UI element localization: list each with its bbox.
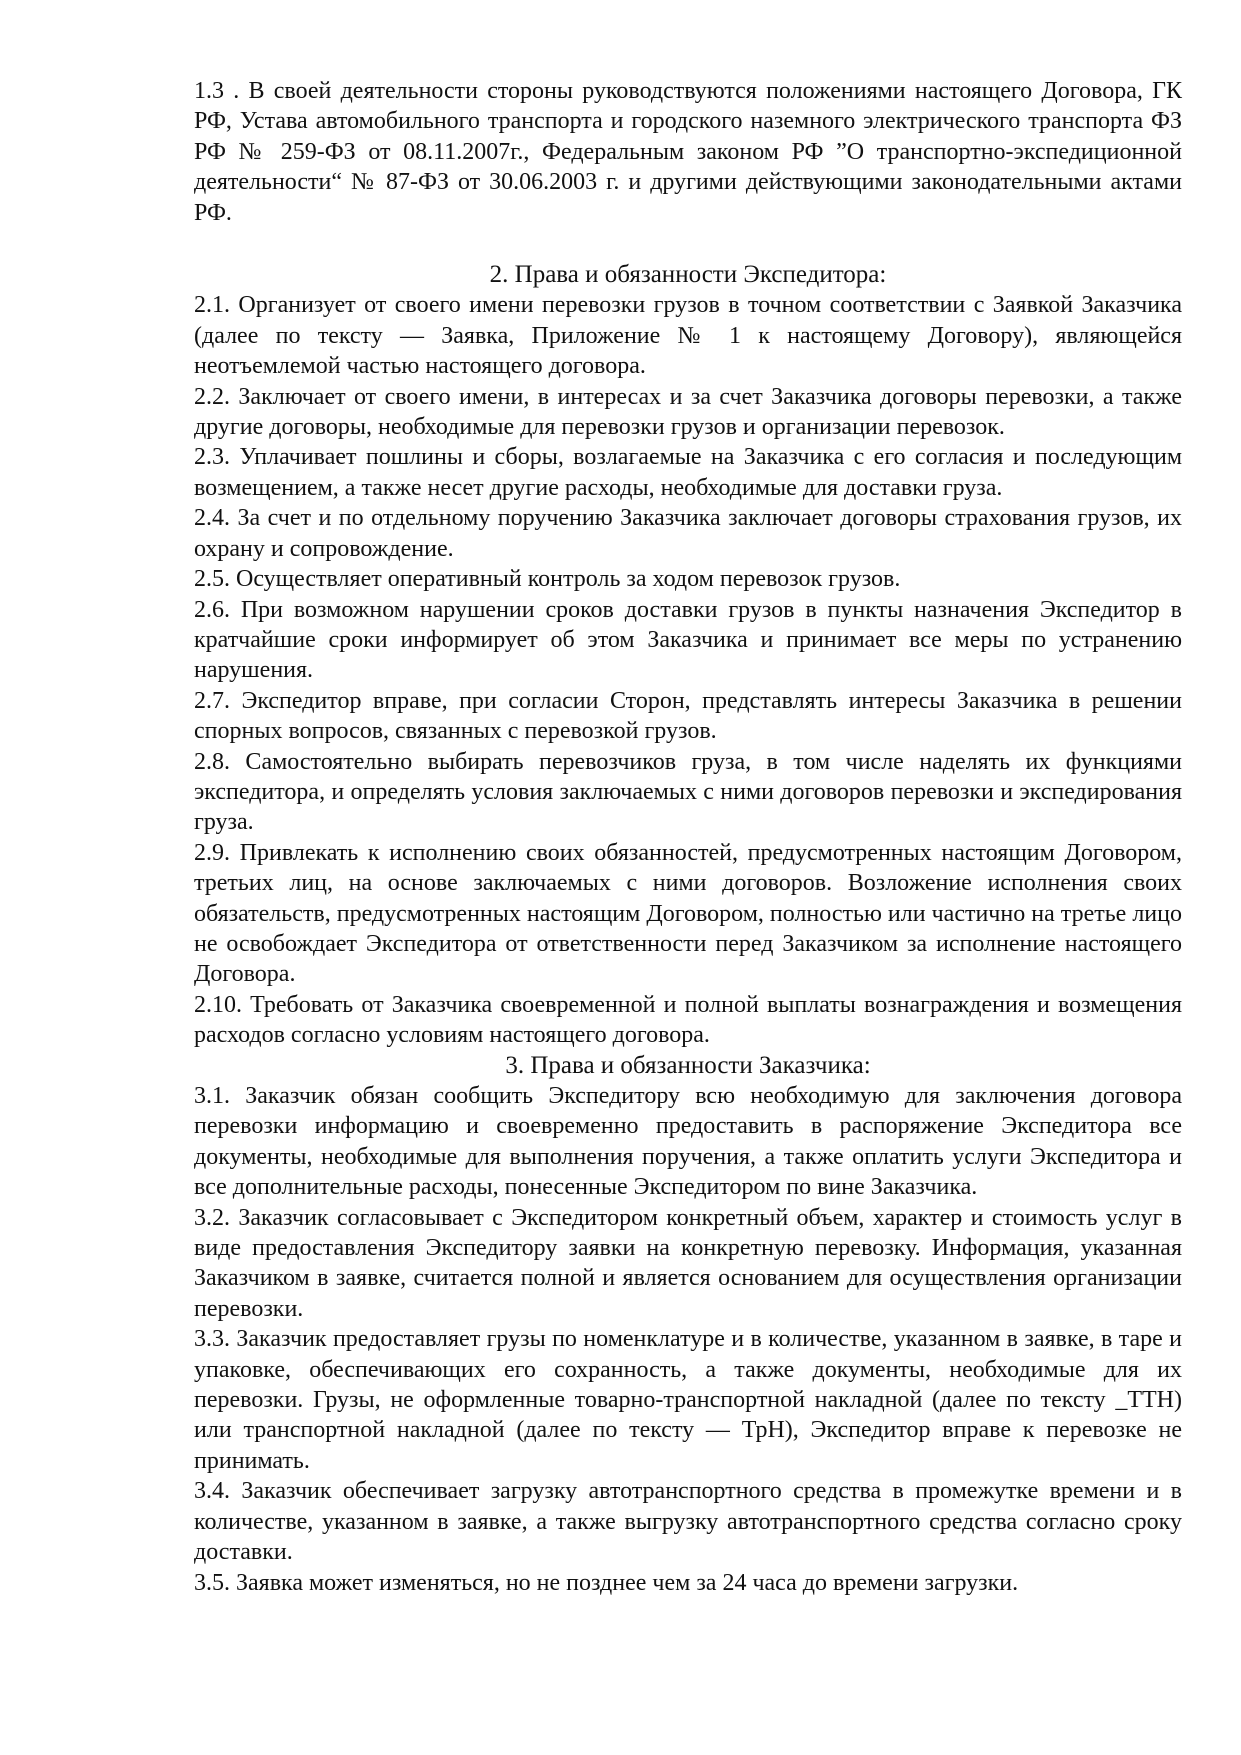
- clause-2-2: 2.2. Заключает от своего имени, в интересах и за счет Заказчика договоры перевозки, а также другие договоры, необходимые для перевозки грузов и организации перевозок.: [194, 383, 1182, 441]
- clause-2-6: 2.6. При возможном нарушении сроков доставки грузов в пункты назначения Экспедитор в кратчайшие сроки информирует об этом Заказчика и принимает все меры по устранению нарушения.: [194, 596, 1182, 684]
- clause-2-5: 2.5. Осуществляет оперативный контроль за ходом перевозок грузов.: [194, 566, 901, 593]
- clause-3-3: 3.3. Заказчик предоставляет грузы по номенклатуре и в количестве, указанном в заявке, в таре и упаковке, обеспечивающих его сохранность, а также документы, необходимые для их перевозки. Грузы, не оформленные товарно-транспортной накладной (далее по тексту _ТТН) или транспортной накладной (далее по тексту — ТрН), Экспедитор вправе к перевозке не принимать.: [194, 1326, 1182, 1474]
- clause-2-8: 2.8. Самостоятельно выбирать перевозчиков груза, в том числе наделять их функциями экспедитора, и определять условия заключаемых с ними договоров перевозки и экспедирования груза.: [194, 748, 1182, 836]
- document-page: [194, 76, 1182, 1598]
- clause-2-7: 2.7. Экспедитор вправе, при согласии Сторон, представлять интересы Заказчика в решении спорных вопросов, связанных с перевозкой грузов.: [194, 687, 1182, 745]
- clause-3-5: 3.5. Заявка может изменяться, но не позднее чем за 24 часа до времени загрузки.: [194, 1569, 1019, 1596]
- clause-1-3: 1.3 . В своей деятельности стороны руководствуются положениями настоящего Договора, ГК РФ, Устава автомобильного транспорта и городского наземного электрического транспорта ФЗ РФ № 259-ФЗ от 08.11.2007г., Федеральным законом РФ ”О транспортно-экспедиционной деятельности“ № 87-ФЗ от 30.06.2003 г. и другими действующими законодательными актами РФ.: [194, 78, 1182, 226]
- clause-3-1: 3.1. Заказчик обязан сообщить Экспедитору всю необходимую для заключения договора перевозки информацию и своевременно предоставить в распоряжение Экспедитора все документы, необходимые для выполнения поручения, а также оплатить услуги Экспедитора и все дополнительные расходы, понесенные Экспедитором по вине Заказчика.: [194, 1083, 1182, 1201]
- clause-2-4: 2.4. За счет и по отдельному поручению Заказчика заключает договоры страхования грузов, их охрану и сопровождение.: [194, 505, 1182, 562]
- clause-2-3: 2.3. Уплачивает пошлины и сборы, возлагаемые на Заказчика с его согласия и последующим возмещением, а также несет другие расходы, необходимые для доставки груза.: [194, 444, 1182, 501]
- clause-2-1: 2.1. Организует от своего имени перевозки грузов в точном соответствии с Заявкой Заказчика (далее по тексту — Заявка, Приложение № 1 к настоящему Договору), являющейся неотъемлемой частью настоящего договора.: [194, 292, 1182, 380]
- clause-2-9: 2.9. Привлекать к исполнению своих обязанностей, предусмотренных настоящим Договором, третьих лиц, на основе заключаемых с ними договоров. Возложение исполнения своих обязательств, предусмотренных настоящим Договором, полностью или частично на третье лицо не освобождает Экспедитора от ответственности перед Заказчиком за исполнение настоящего Договора.: [194, 839, 1182, 988]
- clause-3-2: 3.2. Заказчик согласовывает с Экспедитором конкретный объем, характер и стоимость услуг в виде предоставления Экспедитору заявки на конкретную перевозку. Информация, указанная Заказчиком в заявке, считается полной и является основанием для осуществления организации перевозки.: [194, 1204, 1182, 1322]
- clause-3-4: 3.4. Заказчик обеспечивает загрузку автотранспортного средства в промежутке времени и в количестве, указанном в заявке, а также выгрузку автотранспортного средства согласно сроку доставки.: [194, 1478, 1182, 1566]
- section-2-title: 2. Права и обязанности Экспедитора:: [489, 261, 887, 289]
- section-3-title: 3. Права и обязанности Заказчика:: [505, 1051, 871, 1079]
- clause-2-10: 2.10. Требовать от Заказчика своевременной и полной выплаты вознаграждения и возмещения расходов согласно условиям настоящего договора.: [194, 991, 1182, 1049]
- section-spacer: [194, 228, 1182, 260]
